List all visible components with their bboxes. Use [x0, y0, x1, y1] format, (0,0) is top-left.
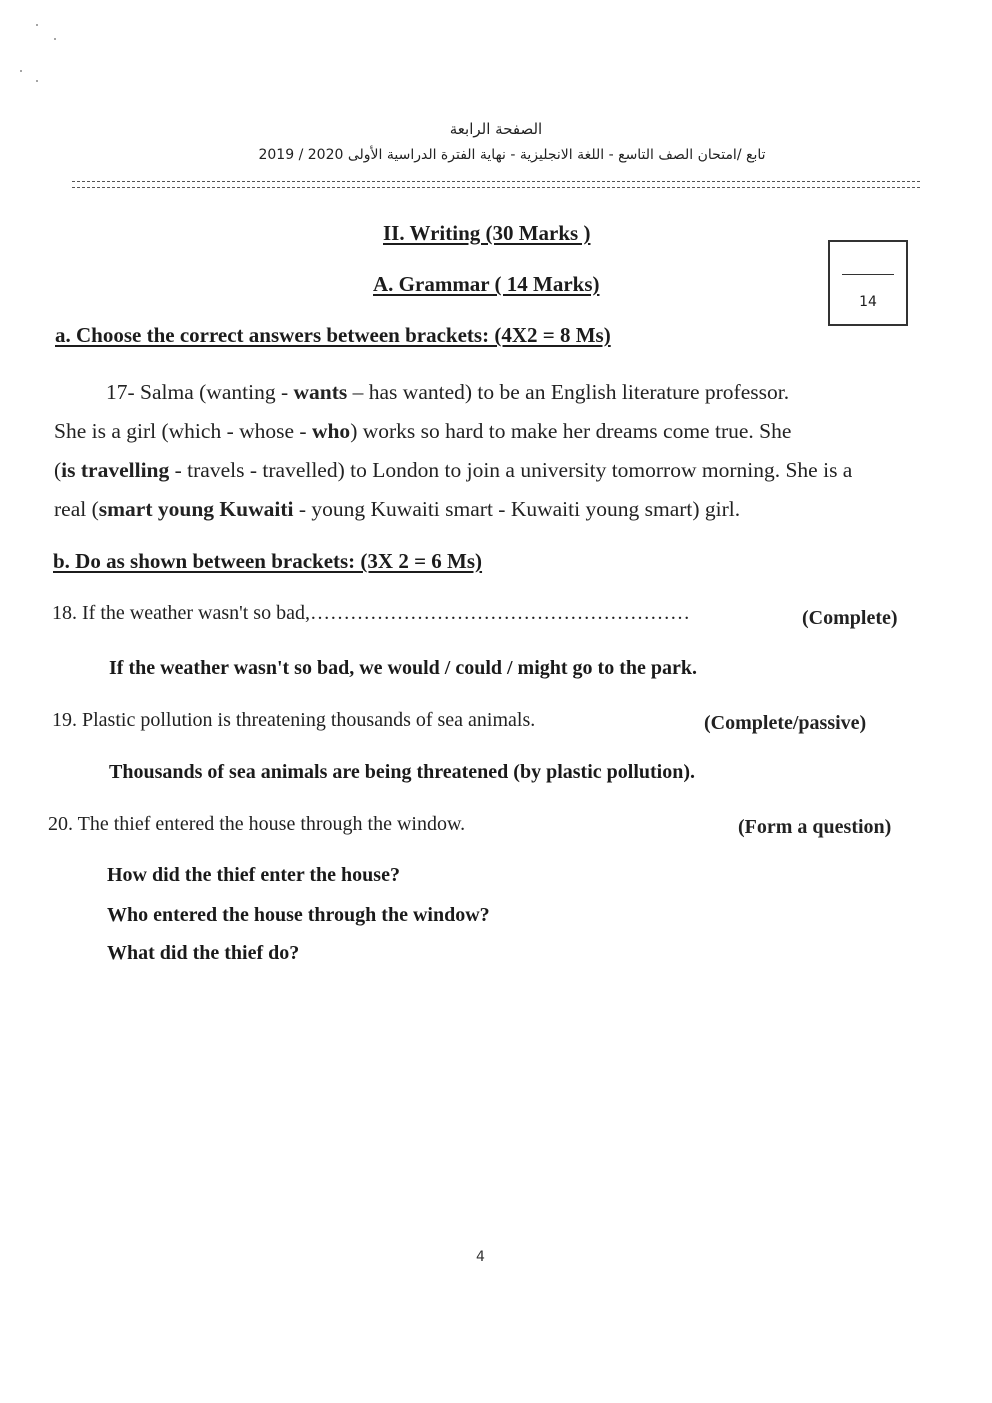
question-19-prompt: 19. Plastic pollution is threatening thousands of sea animals.: [52, 709, 536, 731]
correct-answer: is travelling: [61, 458, 170, 482]
section-subtitle: A. Grammar ( 14 Marks): [373, 272, 600, 296]
paragraph-line: [54, 490, 934, 529]
text-run: - travels - travelled) to London to join a university tomorrow morning. She is a: [169, 458, 853, 482]
question-18-answer: If the weather wasn't so bad, we would / could / might go to the park.: [109, 657, 697, 679]
question-20-answer: How did the thief enter the house?: [107, 864, 400, 886]
question-17-paragraph: [54, 373, 934, 529]
question-20-prompt: 20. The thief entered the house through the window.: [48, 813, 466, 835]
marks-box: [828, 240, 908, 326]
question-20-answer: What did the thief do?: [107, 942, 300, 964]
scan-speck: [36, 24, 38, 26]
question-19-instruction: (Complete/passive): [704, 712, 867, 734]
paragraph-line: [54, 373, 934, 412]
header-separator: [72, 187, 920, 188]
question-19-answer: Thousands of sea animals are being threatened (by plastic pollution).: [109, 761, 696, 783]
scan-speck: [20, 70, 22, 72]
page-label-arabic: الصفحة الرابعة: [449, 120, 543, 138]
question-20-answer: Who entered the house through the window?: [107, 904, 490, 926]
header-separator: [72, 181, 920, 182]
part-b-heading: b. Do as shown between brackets: (3X 2 = 6 Ms): [53, 549, 483, 573]
exam-title-arabic: تابع /امتحان الصف التاسع - اللغة الانجليزية - نهاية الفترة الدراسية الأولى 2020 / 2019: [258, 147, 766, 163]
text-run: real (: [54, 497, 99, 521]
correct-answer: wants: [293, 380, 348, 404]
text-run: 17- Salma (wanting -: [106, 380, 294, 404]
correct-answer: smart young Kuwaiti: [98, 497, 294, 521]
page-number: 4: [476, 1249, 485, 1265]
scan-speck: [54, 38, 56, 40]
text-run: - young Kuwaiti smart - Kuwaiti young smart) girl.: [293, 497, 741, 521]
question-20-instruction: (Form a question): [738, 816, 892, 838]
scan-speck: [36, 80, 38, 82]
text-run: (: [54, 458, 62, 482]
marks-line: [842, 274, 894, 275]
section-title: II. Writing (30 Marks ): [383, 221, 591, 245]
marks-total: 14: [859, 294, 877, 310]
paragraph-line: [54, 451, 934, 490]
paragraph-line: [54, 412, 934, 451]
question-18-prompt: 18. If the weather wasn't so bad,…………………………………………………: [52, 602, 690, 624]
text-run: ) works so hard to make her dreams come true. She: [350, 419, 792, 443]
text-run: – has wanted) to be an English literature professor.: [347, 380, 790, 404]
part-a-heading: a. Choose the correct answers between brackets: (4X2 = 8 Ms): [55, 323, 611, 347]
question-18-instruction: (Complete): [802, 607, 898, 629]
correct-answer: who: [311, 419, 351, 443]
text-run: She is a girl (which - whose -: [54, 419, 312, 443]
